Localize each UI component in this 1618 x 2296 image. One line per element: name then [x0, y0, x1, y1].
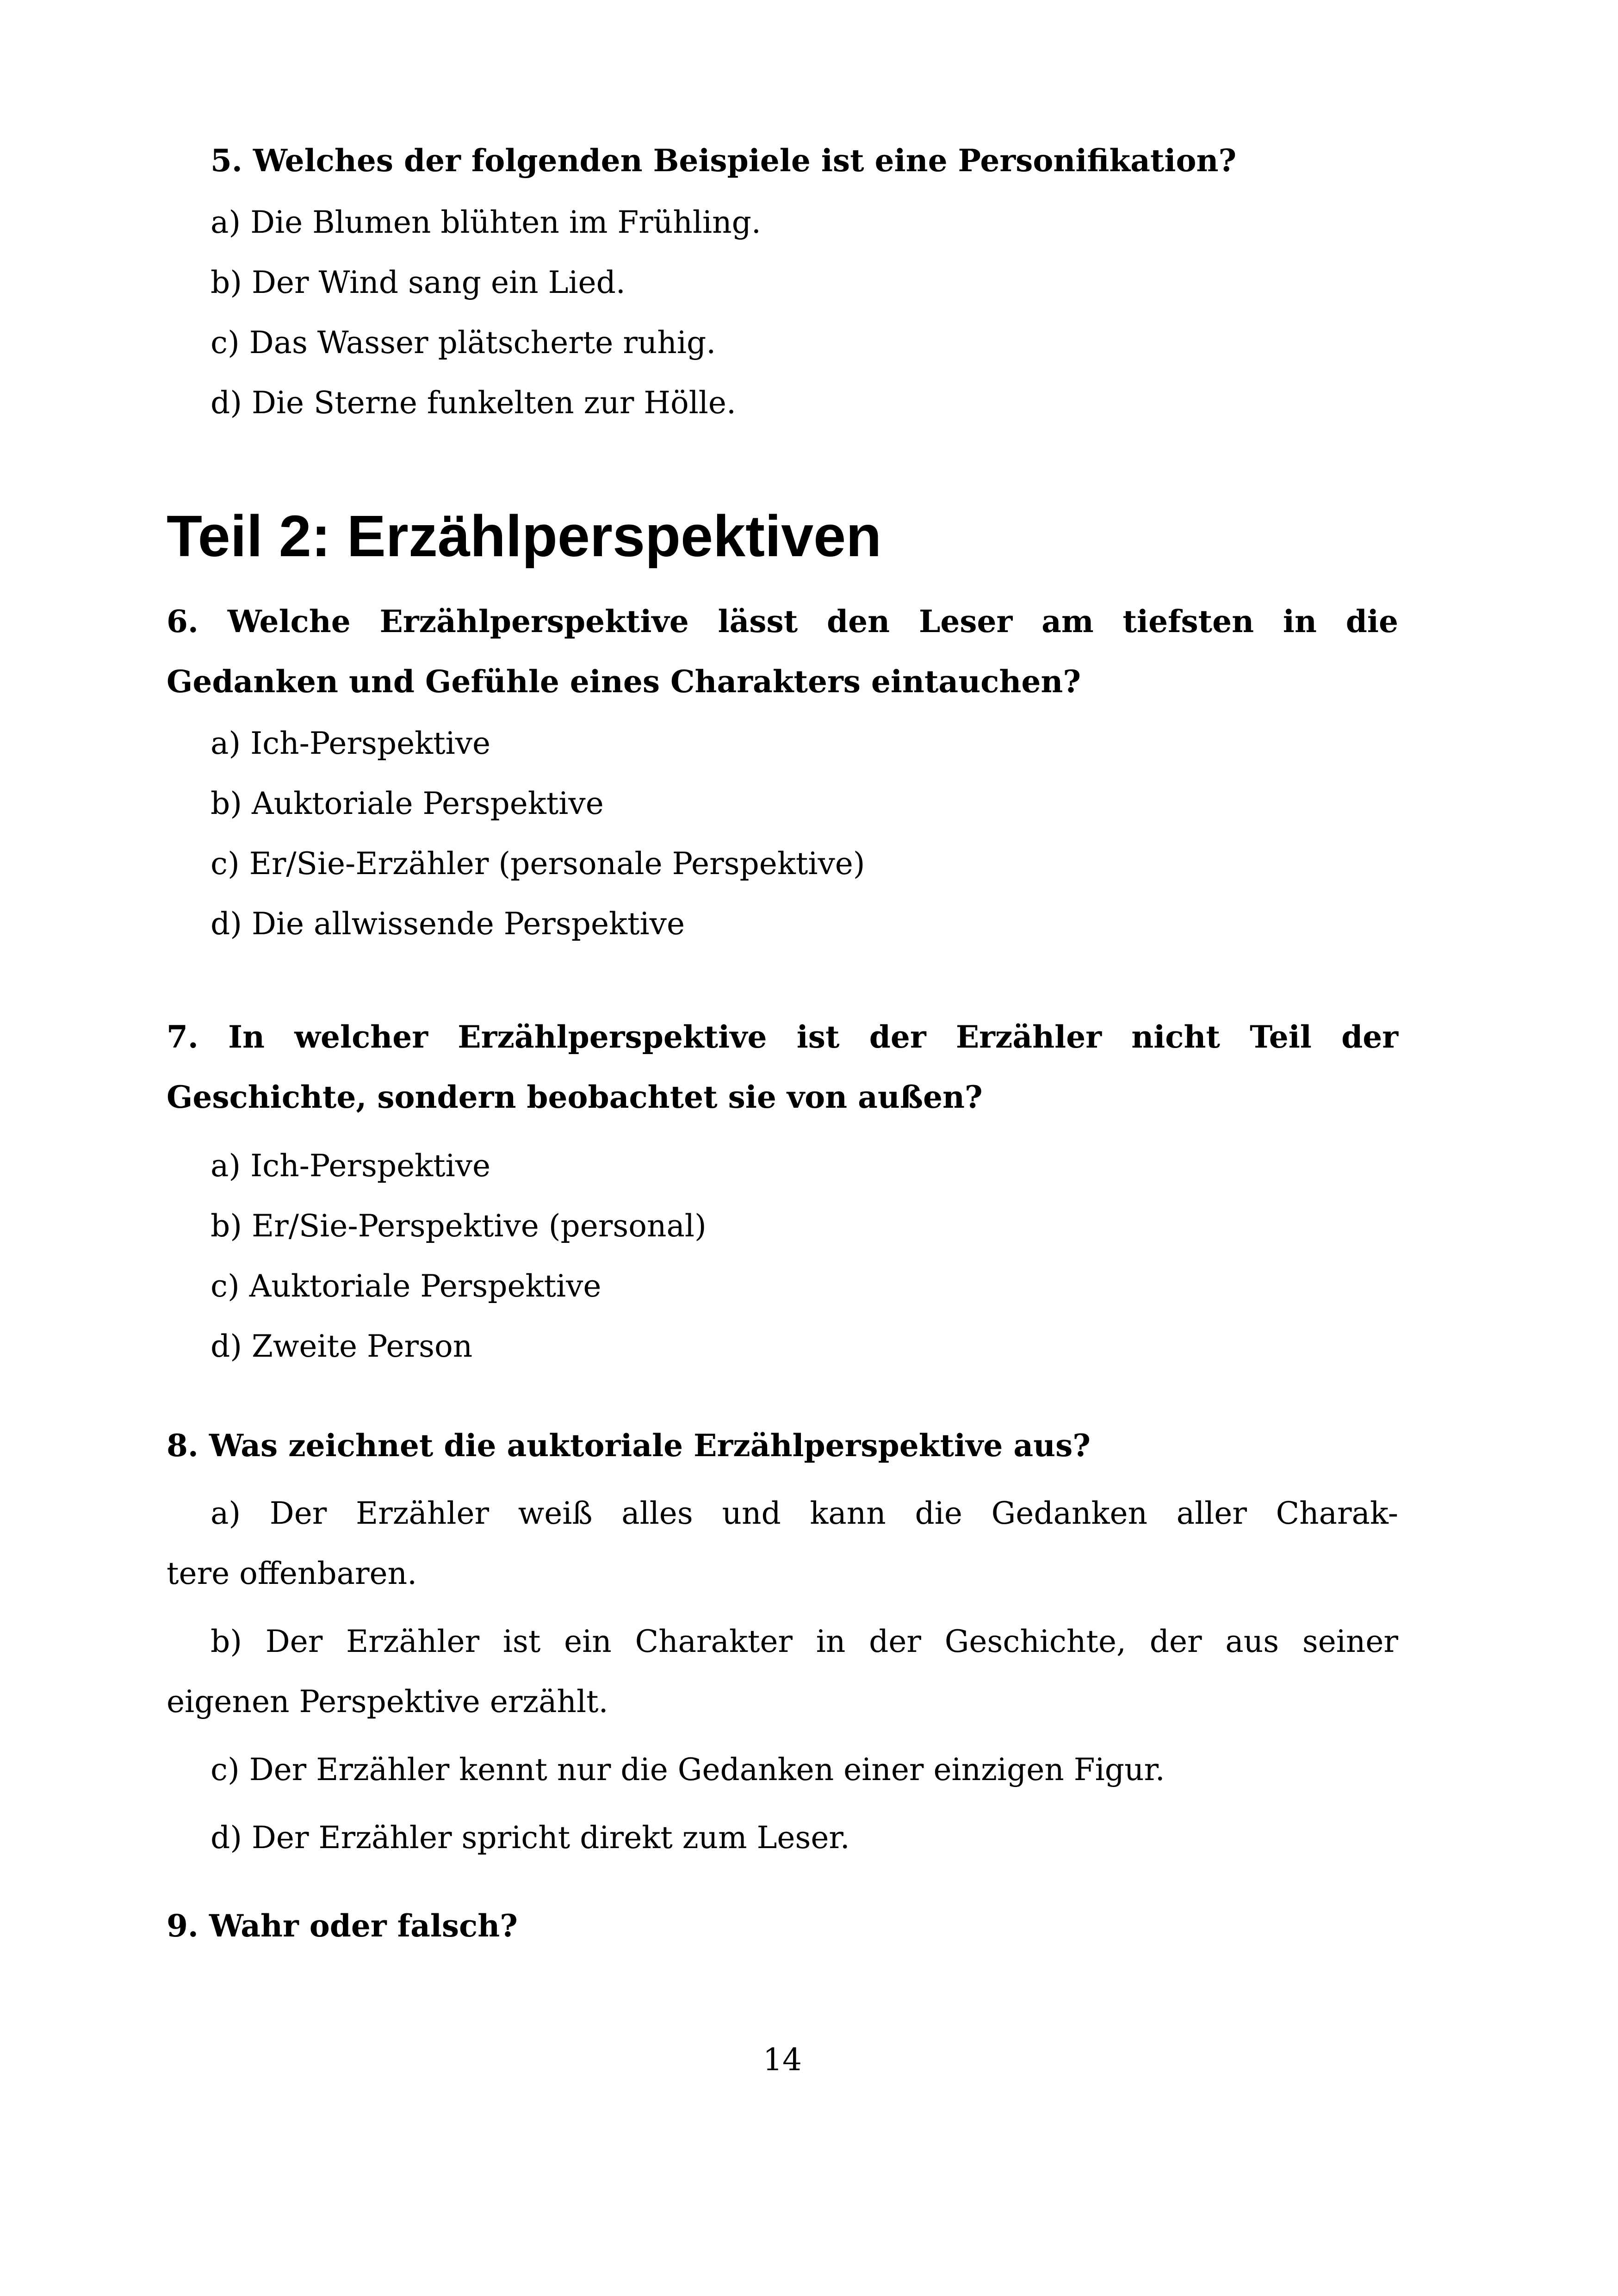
question-5-option-c: c) Das Wasser plätscherte ruhig. — [211, 325, 716, 360]
question-8-option-d: d) Der Erzähler spricht direkt zum Leser. — [211, 1820, 850, 1855]
question-7-heading-line-1: 7. In welcher Erzählperspektive ist der Erzähler nicht Teil der — [167, 1019, 1398, 1055]
question-6-heading-line-1: 6. Welche Erzählperspektive lässt den Leser am tiefsten in die — [167, 603, 1398, 639]
question-5-option-a: a) Die Blumen blühten im Frühling. — [211, 205, 761, 240]
question-8-option-a-line-1: a) Der Erzähler weiß alles und kann die Gedanken aller Charak- — [211, 1496, 1398, 1531]
question-8-option-b-line-1: b) Der Erzähler ist ein Charakter in der Geschichte, der aus seiner — [211, 1624, 1398, 1659]
question-9-heading: 9. Wahr oder falsch? — [167, 1908, 518, 1944]
question-7-options — [167, 1136, 1398, 1377]
question-7-option-a: a) Ich-Perspektive — [211, 1148, 491, 1184]
question-6-option-a: a) Ich-Perspektive — [211, 726, 491, 761]
question-8-option-c: c) Der Erzähler kennt nur die Gedanken einer einzigen Figur. — [211, 1752, 1165, 1787]
question-6-options — [167, 714, 1398, 954]
question-6-heading-line-2: Gedanken und Gefühle eines Charakters eintauchen? — [167, 664, 1081, 700]
question-7-option-b: b) Er/Sie-Perspektive (personal) — [211, 1208, 707, 1244]
question-8-option-a-line-2: tere offenbaren. — [167, 1556, 417, 1591]
question-5-option-d: d) Die Sterne funkelten zur Hölle. — [211, 385, 736, 421]
question-6-heading — [167, 591, 1398, 712]
question-8-heading: 8. Was zeichnet die auktoriale Erzählperspektive aus? — [167, 1427, 1091, 1464]
section-title: Teil 2: Erzählperspektiven — [167, 503, 882, 569]
question-7-option-d: d) Zweite Person — [211, 1328, 473, 1364]
question-8-option-a — [167, 1483, 1398, 1604]
question-5-option-b: b) Der Wind sang ein Lied. — [211, 265, 626, 300]
page-number: 14 — [763, 2042, 802, 2078]
question-8-option-b-line-2: eigenen Perspektive erzählt. — [167, 1684, 608, 1719]
question-7-option-c: c) Auktoriale Perspektive — [211, 1268, 601, 1304]
question-7-heading-line-2: Geschichte, sondern beobachtet sie von außen? — [167, 1079, 983, 1115]
question-8-option-b — [167, 1612, 1398, 1732]
question-6-option-d: d) Die allwissende Perspektive — [211, 906, 685, 942]
question-5-heading: 5. Welches der folgenden Beispiele ist eine Personifikation? — [211, 143, 1237, 179]
question-6-option-c: c) Er/Sie-Erzähler (personale Perspektive) — [211, 846, 865, 881]
question-7-heading — [167, 1007, 1398, 1127]
question-5-options — [167, 192, 1398, 433]
question-6-option-b: b) Auktoriale Perspektive — [211, 786, 604, 821]
question-8-options — [167, 1483, 1398, 1868]
